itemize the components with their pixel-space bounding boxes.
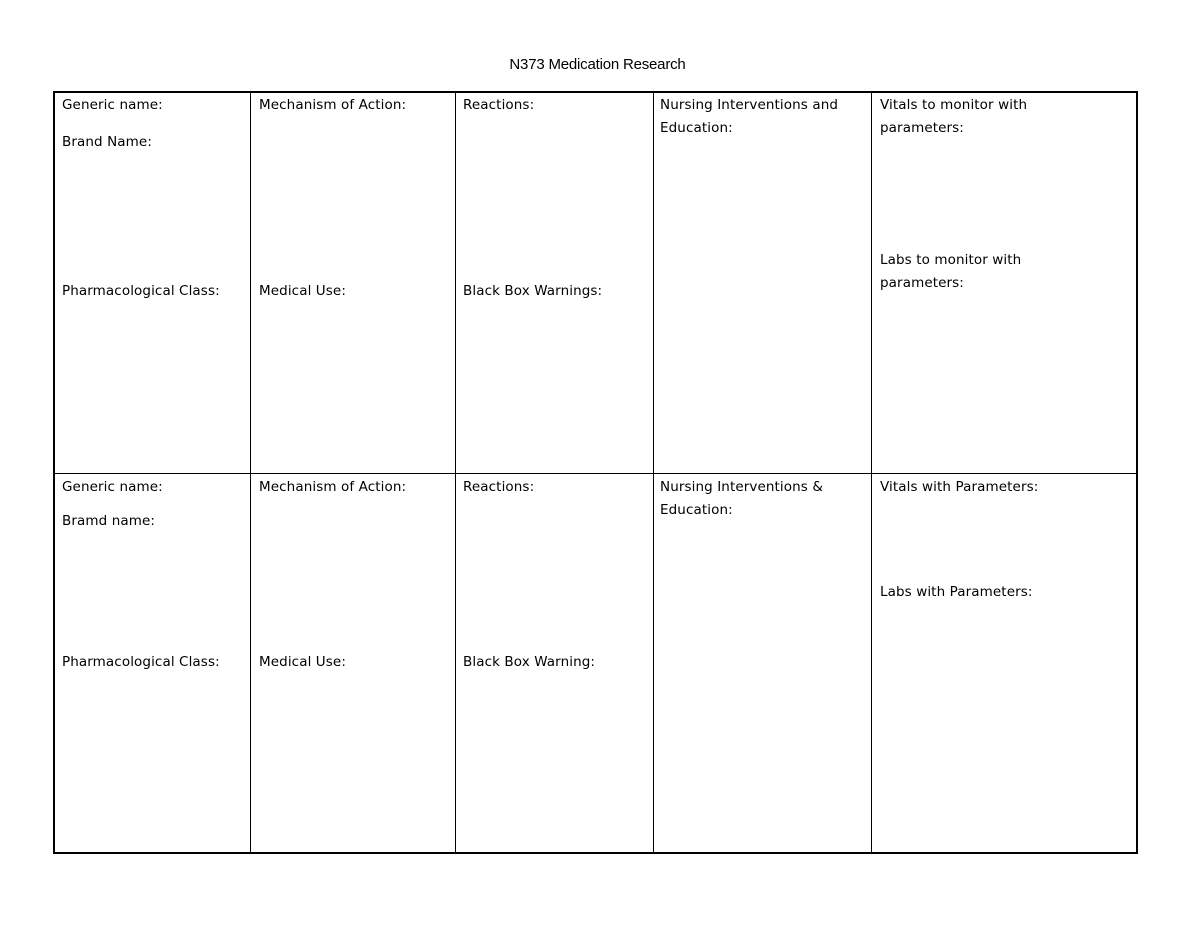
mechanism-of-action-label: Mechanism of Action: xyxy=(259,97,407,113)
brand-name-label: Brand Name: xyxy=(62,134,152,150)
generic-name-label: Generic name: xyxy=(62,97,163,113)
generic-name-label: Generic name: xyxy=(62,479,163,495)
nursing-interventions-label: Nursing Interventions & Education: xyxy=(660,479,823,518)
black-box-warning-label: Black Box Warning: xyxy=(463,654,596,670)
pharmacological-class-label: Pharmacological Class: xyxy=(62,654,220,670)
nursing-interventions-label: Nursing Interventions and Education: xyxy=(660,97,839,136)
reactions-label: Reactions: xyxy=(463,97,535,113)
labs-label: Labs with Parameters: xyxy=(880,584,1033,600)
pharmacological-class-label: Pharmacological Class: xyxy=(62,283,220,299)
medical-use-label: Medical Use: xyxy=(259,283,346,299)
row-divider xyxy=(55,473,1136,474)
labs-label: Labs to monitor with parameters: xyxy=(880,252,1022,291)
brand-name-label: Bramd name: xyxy=(62,513,156,529)
black-box-warnings-label: Black Box Warnings: xyxy=(463,283,603,299)
medication-research-table xyxy=(53,91,1138,854)
page-title: N373 Medication Research xyxy=(509,56,686,73)
vitals-label: Vitals to monitor with parameters: xyxy=(880,97,1028,136)
mechanism-of-action-label: Mechanism of Action: xyxy=(259,479,407,495)
medical-use-label: Medical Use: xyxy=(259,654,346,670)
reactions-label: Reactions: xyxy=(463,479,535,495)
vitals-label: Vitals with Parameters: xyxy=(880,479,1039,495)
